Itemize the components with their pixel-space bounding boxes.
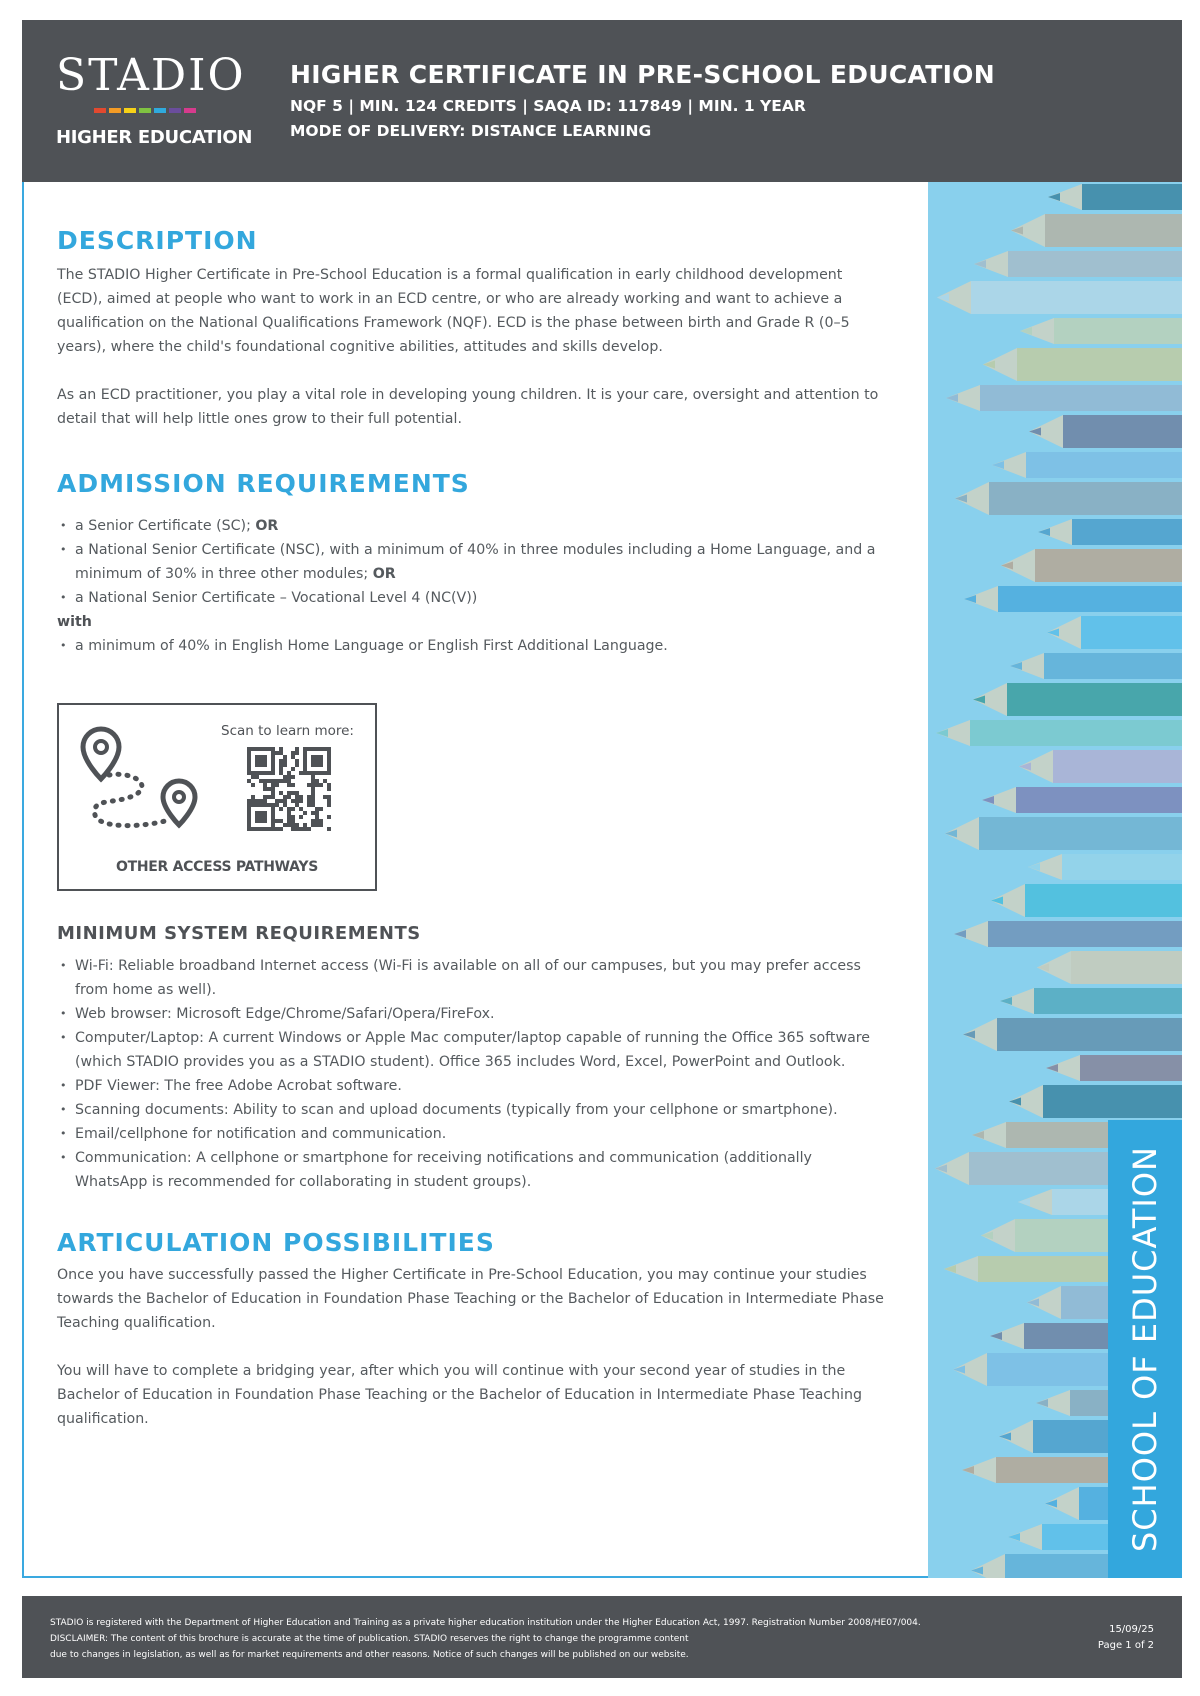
qr-module	[263, 763, 267, 767]
qr-module	[299, 827, 303, 831]
admission-list	[57, 514, 887, 610]
qr-module	[287, 807, 291, 811]
qr-module	[251, 775, 255, 779]
qr-module	[247, 807, 251, 811]
qr-module	[327, 771, 331, 775]
qr-module	[311, 771, 315, 775]
qr-module	[279, 751, 283, 755]
qr-module	[319, 819, 323, 823]
qr-module	[247, 763, 251, 767]
qr-module	[255, 771, 259, 775]
qr-module	[295, 751, 299, 755]
admission-item: • a National Senior Certificate (NSC), with a minimum of 40% in three modules including a Home Language, and a minimum of 30% in three other modules; OR	[57, 538, 887, 586]
qr-module	[295, 763, 299, 767]
qr-module	[327, 755, 331, 759]
qr-module	[323, 779, 327, 783]
qr-module	[303, 823, 307, 827]
qr-module	[267, 779, 271, 783]
qr-module	[279, 747, 283, 751]
qr-module	[247, 827, 251, 831]
qr-module	[271, 819, 275, 823]
qr-module	[255, 819, 259, 823]
system-requirement-item: • Email/cellphone for notification and communication.	[57, 1122, 887, 1146]
qr-module	[271, 755, 275, 759]
logo-stripe-segment	[94, 108, 106, 113]
qr-module	[271, 779, 275, 783]
qr-module	[287, 811, 291, 815]
qr-module	[279, 827, 283, 831]
qr-module	[291, 823, 295, 827]
qr-module	[323, 795, 327, 799]
qr-module	[255, 755, 259, 759]
qr-module	[315, 783, 319, 787]
qr-module	[327, 759, 331, 763]
qr-module	[295, 795, 299, 799]
qr-module	[247, 759, 251, 763]
qr-module	[259, 779, 263, 783]
qr-module	[311, 779, 315, 783]
qr-module	[247, 815, 251, 819]
qr-module	[247, 779, 251, 783]
qr-module	[287, 783, 291, 787]
qr-module	[287, 795, 291, 799]
qr-module	[259, 803, 263, 807]
qr-module	[291, 807, 295, 811]
qr-module	[315, 819, 319, 823]
qr-module	[251, 783, 255, 787]
qr-module	[327, 787, 331, 791]
qr-module	[291, 827, 295, 831]
qr-module	[303, 811, 307, 815]
qr-module	[263, 795, 267, 799]
qr-module	[283, 759, 287, 763]
qr-module	[279, 759, 283, 763]
qr-module	[279, 763, 283, 767]
qr-module	[315, 763, 319, 767]
qr-module	[263, 779, 267, 783]
qr-module	[259, 763, 263, 767]
qr-module	[255, 759, 259, 763]
qr-module	[267, 803, 271, 807]
qr-module	[283, 803, 287, 807]
qr-module	[279, 779, 283, 783]
qr-module	[267, 795, 271, 799]
qr-module	[259, 827, 263, 831]
side-label: SCHOOL OF EDUCATION	[1126, 1146, 1164, 1552]
qr-module	[291, 775, 295, 779]
qr-module	[315, 807, 319, 811]
qr-module	[263, 759, 267, 763]
header-bar	[22, 20, 1182, 182]
qr-module	[303, 759, 307, 763]
logo-subtitle: HIGHER EDUCATION	[56, 127, 253, 148]
qr-module	[291, 791, 295, 795]
articulation-heading: ARTICULATION POSSIBILITIES	[57, 1228, 495, 1257]
qr-module	[283, 755, 287, 759]
articulation-paragraph-1: Once you have successfully passed the Higher Certificate in Pre-School Education, you may continue your studies towards the Bachelor of Education in Foundation Phase Teaching or the Bachelor of Education in Intermediate Phase Teaching qualification.	[57, 1267, 884, 1331]
system-requirement-item: • PDF Viewer: The free Adobe Acrobat software.	[57, 1074, 887, 1098]
qr-module	[327, 803, 331, 807]
qr-module	[327, 763, 331, 767]
qr-module	[287, 823, 291, 827]
qr-module	[283, 799, 287, 803]
qr-module	[319, 823, 323, 827]
footer-disclaimer-2: due to changes in legislation, as well as for market requirements and other reasons. Notice of such changes will be published on our website.	[50, 1650, 689, 1660]
footer-date: 15/09/25	[1109, 1624, 1154, 1635]
admission-heading: ADMISSION REQUIREMENTS	[57, 469, 470, 498]
qr-module	[259, 759, 263, 763]
qr-module	[263, 783, 267, 787]
qr-module	[291, 819, 295, 823]
logo-wordmark: STADIO	[56, 50, 246, 101]
qr-module	[251, 795, 255, 799]
qr-module	[263, 799, 267, 803]
qr-module	[247, 823, 251, 827]
qr-module	[255, 815, 259, 819]
qr-module	[259, 771, 263, 775]
qr-module	[263, 803, 267, 807]
system-requirement-item: • Web browser: Microsoft Edge/Chrome/Safari/Opera/FireFox.	[57, 1002, 887, 1026]
qr-module	[303, 827, 307, 831]
system-requirement-item: • Wi-Fi: Reliable broadband Internet access (Wi-Fi is available on all of our campuses, but you may prefer access from home as well).	[57, 954, 887, 1002]
logo-color-stripe	[94, 108, 256, 113]
qr-module	[263, 815, 267, 819]
qr-module	[311, 811, 315, 815]
qr-module	[271, 811, 275, 815]
qr-module	[251, 827, 255, 831]
qr-module	[311, 791, 315, 795]
footer-registration: STADIO is registered with the Department of Higher Education and Training as a private higher education institution under the Higher Education Act, 1997. Registration Number 2008/HE07/004.	[50, 1618, 921, 1628]
qr-module	[319, 783, 323, 787]
qr-module	[315, 823, 319, 827]
qr-module	[327, 767, 331, 771]
description-paragraph-1: The STADIO Higher Certificate in Pre-School Education is a formal qualification in early childhood development (ECD), aimed at people who want to work in an ECD centre, or who are already working and want to achieve a qualification on the National Qualifications Framework (NQF). ECD is the phase between birth and Grade R (0–5 years), where the child's foundational cognitive abilities, attitudes and skills develop.	[57, 267, 850, 355]
qr-module	[271, 803, 275, 807]
qr-module	[247, 799, 251, 803]
qr-module	[255, 803, 259, 807]
qr-module	[287, 779, 291, 783]
page-title: HIGHER CERTIFICATE IN PRE-SCHOOL EDUCATION	[290, 60, 995, 89]
qr-module	[287, 775, 291, 779]
qr-module	[275, 827, 279, 831]
qr-module	[303, 767, 307, 771]
qr-module	[255, 799, 259, 803]
qr-module	[291, 783, 295, 787]
qr-module	[271, 771, 275, 775]
qr-module	[247, 751, 251, 755]
qualification-meta	[290, 94, 806, 144]
qr-module	[327, 815, 331, 819]
qr-module	[275, 803, 279, 807]
qr-module	[295, 803, 299, 807]
qr-module	[295, 747, 299, 751]
qr-module	[327, 747, 331, 751]
qr-code[interactable]	[247, 747, 331, 831]
qr-module	[279, 819, 283, 823]
system-requirement-item: • Scanning documents: Ability to scan and upload documents (typically from your cellphone or smartphone).	[57, 1098, 887, 1122]
logo-stripe-segment	[169, 108, 181, 113]
qr-module	[303, 771, 307, 775]
qr-module	[299, 795, 303, 799]
qr-module	[327, 783, 331, 787]
qr-module	[259, 815, 263, 819]
qr-module	[263, 811, 267, 815]
system-requirements-list	[57, 954, 887, 1194]
qr-module	[311, 799, 315, 803]
qr-module	[295, 827, 299, 831]
qr-module	[283, 795, 287, 799]
qr-module	[287, 815, 291, 819]
qr-module	[275, 799, 279, 803]
qr-module	[311, 759, 315, 763]
school-of-education-tab	[1108, 1120, 1182, 1578]
qr-module	[311, 755, 315, 759]
qr-module	[315, 815, 319, 819]
qr-module	[319, 755, 323, 759]
access-pathways-box[interactable]	[57, 703, 377, 891]
qr-module	[247, 819, 251, 823]
qr-module	[319, 771, 323, 775]
qr-module	[251, 747, 255, 751]
qr-module	[267, 747, 271, 751]
qr-module	[287, 771, 291, 775]
meta-line-2: MODE OF DELIVERY: DISTANCE LEARNING	[290, 122, 652, 140]
qr-module	[263, 787, 267, 791]
qr-module	[259, 819, 263, 823]
qr-module	[251, 799, 255, 803]
qr-module	[299, 799, 303, 803]
qr-module	[323, 771, 327, 775]
qr-module	[271, 791, 275, 795]
qr-module	[283, 823, 287, 827]
qr-module	[295, 759, 299, 763]
admission-item: • a National Senior Certificate – Vocational Level 4 (NC(V))	[57, 586, 887, 610]
qr-module	[307, 771, 311, 775]
qr-module	[307, 803, 311, 807]
qr-module	[323, 747, 327, 751]
scan-label: Scan to learn more:	[221, 723, 354, 739]
qr-module	[271, 827, 275, 831]
footer-bar	[22, 1596, 1182, 1678]
qr-module	[247, 755, 251, 759]
qr-module	[319, 747, 323, 751]
page-number: Page 1 of 2	[1097, 1640, 1154, 1651]
qr-module	[255, 827, 259, 831]
qr-module	[291, 751, 295, 755]
logo-stripe-segment	[139, 108, 151, 113]
qr-module	[307, 747, 311, 751]
qr-module	[263, 827, 267, 831]
qr-module	[303, 747, 307, 751]
qr-module	[295, 791, 299, 795]
qr-module	[311, 787, 315, 791]
qr-module	[251, 803, 255, 807]
qr-module	[263, 755, 267, 759]
logo-stripe-segment	[184, 108, 196, 113]
qr-module	[319, 763, 323, 767]
qr-module	[259, 799, 263, 803]
qr-module	[311, 783, 315, 787]
qr-module	[247, 771, 251, 775]
qr-module	[307, 783, 311, 787]
logo-stripe-segment	[124, 108, 136, 113]
qr-module	[327, 751, 331, 755]
access-pathways-label: OTHER ACCESS PATHWAYS	[116, 859, 318, 875]
articulation-paragraph-2: You will have to complete a bridging year, after which you will continue with your second year of studies in the Bachelor of Education in Foundation Phase Teaching or the Bachelor of Education in Intermediate Phase Teaching qualification.	[57, 1363, 862, 1427]
footer-meta	[1098, 1622, 1154, 1654]
qr-module	[255, 775, 259, 779]
qr-module	[247, 811, 251, 815]
qr-module	[275, 751, 279, 755]
qr-module	[271, 795, 275, 799]
qr-module	[311, 803, 315, 807]
meta-line-1: NQF 5 | MIN. 124 CREDITS | SAQA ID: 117849 | MIN. 1 YEAR	[290, 97, 806, 115]
qr-module	[315, 771, 319, 775]
qr-module	[267, 771, 271, 775]
logo-stripe-segment	[109, 108, 121, 113]
system-requirements-section	[57, 923, 887, 1431]
qr-module	[271, 787, 275, 791]
admission-list-extra	[57, 634, 887, 658]
qr-module	[311, 819, 315, 823]
qr-module	[311, 763, 315, 767]
qr-module	[307, 827, 311, 831]
qr-module	[275, 819, 279, 823]
system-requirements-heading: MINIMUM SYSTEM REQUIREMENTS	[57, 923, 421, 944]
qr-module	[263, 771, 267, 775]
qr-module	[327, 827, 331, 831]
qr-module	[271, 747, 275, 751]
admission-item: • a minimum of 40% in English Home Language or English First Additional Language.	[57, 634, 887, 658]
qr-module	[291, 755, 295, 759]
qr-module	[259, 747, 263, 751]
qr-module	[271, 767, 275, 771]
qr-module	[251, 771, 255, 775]
qr-module	[279, 799, 283, 803]
qr-module	[267, 827, 271, 831]
stadio-logo	[56, 50, 256, 148]
qr-module	[271, 751, 275, 755]
qr-module	[327, 795, 331, 799]
qr-module	[259, 811, 263, 815]
qr-module	[319, 807, 323, 811]
qr-module	[275, 779, 279, 783]
admission-with: with	[57, 614, 92, 630]
system-requirement-item: • Communication: A cellphone or smartphone for receiving notifications and communication (additionally WhatsApp is recommended for collaborating in student groups).	[57, 1146, 887, 1194]
qr-module	[283, 775, 287, 779]
qr-module	[263, 747, 267, 751]
qr-module	[287, 791, 291, 795]
qr-module	[315, 811, 319, 815]
qr-module	[271, 815, 275, 819]
system-requirement-item: • Computer/Laptop: A current Windows or Apple Mac computer/laptop capable of running the Office 365 software (which STADIO provides you as a STADIO student). Office 365 includes Word, Excel, PowerPoint and Outlook.	[57, 1026, 887, 1074]
description-paragraph-2: As an ECD practitioner, you play a vital role in developing young children. It is your care, oversight and attention to detail that will help little ones grow to their full potential.	[57, 387, 879, 427]
qr-module	[295, 823, 299, 827]
qr-module	[255, 811, 259, 815]
qr-module	[271, 759, 275, 763]
qr-module	[247, 747, 251, 751]
qr-module	[311, 775, 315, 779]
qr-module	[303, 763, 307, 767]
qr-module	[271, 763, 275, 767]
qr-module	[271, 823, 275, 827]
map-route-icon	[73, 723, 203, 833]
qr-module	[307, 799, 311, 803]
qr-module	[279, 771, 283, 775]
main-content	[57, 226, 887, 658]
qr-module	[315, 779, 319, 783]
qr-module	[307, 795, 311, 799]
qr-module	[303, 755, 307, 759]
qr-module	[311, 795, 315, 799]
qr-module	[255, 763, 259, 767]
qr-module	[259, 755, 263, 759]
qr-module	[291, 799, 295, 803]
footer-disclaimer-1: DISCLAIMER: The content of this brochure is accurate at the time of publication. STADIO reserves the right to change the programme content	[50, 1634, 689, 1644]
qr-module	[275, 783, 279, 787]
qr-module	[299, 771, 303, 775]
qr-module	[283, 779, 287, 783]
qr-module	[311, 823, 315, 827]
admission-item: • a Senior Certificate (SC); OR	[57, 514, 887, 538]
qr-module	[315, 755, 319, 759]
qr-module	[295, 799, 299, 803]
qr-module	[271, 807, 275, 811]
qr-module	[315, 759, 319, 763]
qr-module	[263, 819, 267, 823]
qr-module	[315, 747, 319, 751]
qr-module	[291, 815, 295, 819]
qr-module	[299, 807, 303, 811]
qr-module	[287, 819, 291, 823]
qr-module	[247, 803, 251, 807]
logo-stripe-segment	[154, 108, 166, 113]
qr-module	[279, 791, 283, 795]
qr-module	[291, 767, 295, 771]
qr-module	[311, 747, 315, 751]
qr-module	[319, 759, 323, 763]
qr-module	[271, 783, 275, 787]
qr-module	[327, 799, 331, 803]
qr-module	[303, 751, 307, 755]
qr-module	[279, 767, 283, 771]
qr-module	[299, 815, 303, 819]
qr-module	[283, 763, 287, 767]
qr-module	[267, 787, 271, 791]
qr-module	[247, 767, 251, 771]
qr-module	[279, 807, 283, 811]
qr-module	[255, 747, 259, 751]
description-heading: DESCRIPTION	[57, 226, 258, 255]
